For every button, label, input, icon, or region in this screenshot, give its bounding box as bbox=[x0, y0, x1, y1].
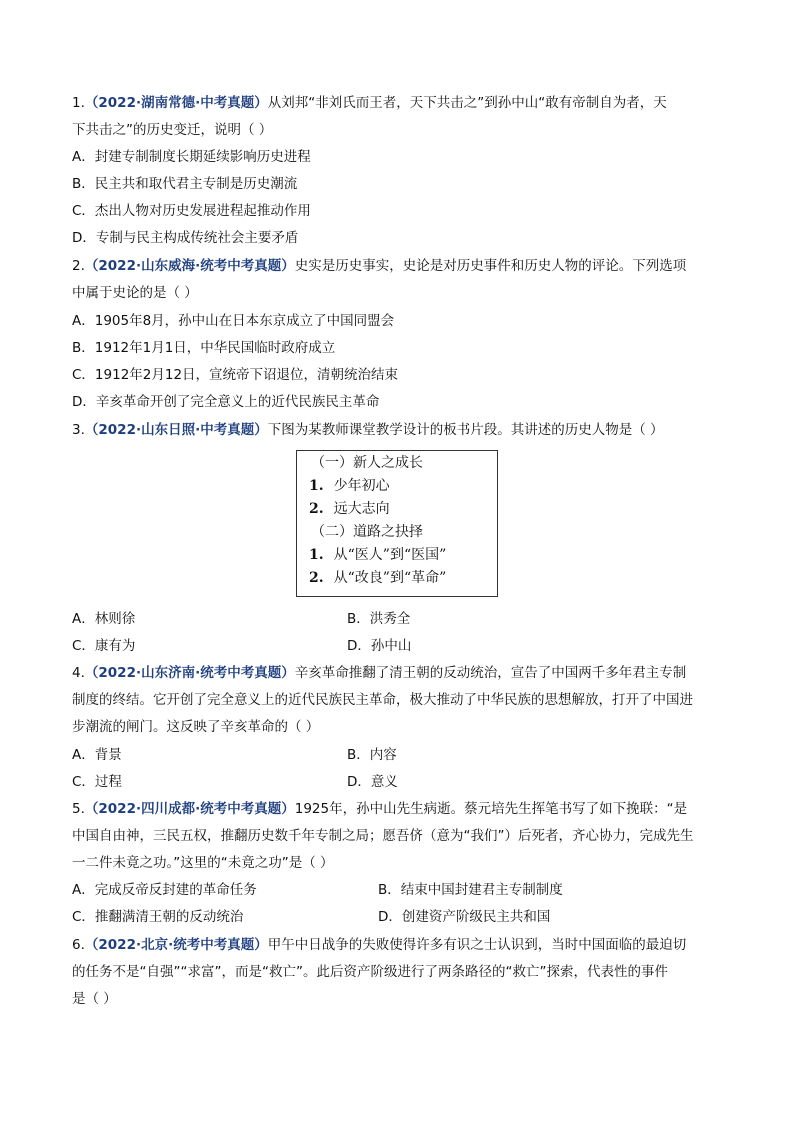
question-4-stem-line-2: 制度的终结。它开创了完全意义上的近代民族民主革命，极大推动了中华民族的思想解放，打开了中国进 bbox=[72, 692, 693, 708]
question-3-option-c[interactable]: C．康有为 bbox=[72, 638, 136, 654]
question-source: （2022·山东日照·中考真题） bbox=[84, 422, 268, 438]
question-5-stem-line-1 bbox=[72, 796, 732, 823]
question-source: （2022·山东威海·统考中考真题） bbox=[84, 258, 295, 274]
question-3-option-b[interactable]: B．洪秀全 bbox=[347, 611, 411, 627]
board-item-text: 从“医人”到“医国” bbox=[333, 547, 447, 563]
question-source: （2022·北京·统考中考真题） bbox=[84, 937, 268, 953]
question-4-stem-line-3: 步潮流的闸门。这反映了辛亥革命的（ ） bbox=[72, 719, 320, 735]
question-5-option-c[interactable]: C．推翻满清王朝的反动统治 bbox=[72, 909, 244, 925]
question-5-option-a[interactable]: A．完成反帝反封建的革命任务 bbox=[72, 882, 257, 898]
question-5-option-b[interactable]: B．结束中国封建君主专制制度 bbox=[378, 882, 563, 898]
question-2-option-c[interactable]: C．1912年2月12日，宣统帝下诏退位，清朝统治结束 bbox=[72, 367, 399, 383]
question-number: 2. bbox=[72, 258, 85, 274]
board-item-text: 从“改良”到“革命” bbox=[333, 570, 447, 586]
question-1-stem-line-1 bbox=[72, 90, 732, 117]
question-1-option-c[interactable]: C．杰出人物对历史发展进程起推动作用 bbox=[72, 203, 311, 219]
question-3-option-d[interactable]: D．孙中山 bbox=[347, 638, 412, 654]
question-4-stem-line-1 bbox=[72, 660, 732, 687]
question-1-option-d[interactable]: D．专制与民主构成传统社会主要矛盾 bbox=[72, 230, 299, 246]
question-number: 1. bbox=[72, 95, 85, 111]
board-item bbox=[309, 544, 446, 566]
question-text: 辛亥革命推翻了清王朝的反动统治，宣告了中国两千多年君主专制 bbox=[294, 665, 687, 681]
question-4-option-d[interactable]: D．意义 bbox=[347, 774, 398, 790]
board-item bbox=[309, 498, 390, 520]
question-2-option-a[interactable]: A．1905年8月，孙中山在日本东京成立了中国同盟会 bbox=[72, 313, 395, 329]
question-text: 史实是历史事实，史论是对历史事件和历史人物的评论。下列选项 bbox=[294, 258, 687, 274]
question-2-option-b[interactable]: B．1912年1月1日，中华民国临时政府成立 bbox=[72, 340, 336, 356]
board-item-text: 少年初心 bbox=[333, 478, 390, 494]
question-number: 4. bbox=[72, 665, 85, 681]
question-2-stem-line-2: 中属于史论的是（ ） bbox=[72, 285, 198, 301]
question-6-stem-line-3: 是（ ） bbox=[72, 991, 117, 1007]
question-5-stem-line-3: 一二件未竟之功。”这里的“未竟之功”是（ ） bbox=[72, 855, 334, 871]
question-1-stem-line-2: 下共击之”的历史变迁，说明（ ） bbox=[72, 122, 273, 138]
board-heading-2: （二）道路之抉择 bbox=[311, 524, 423, 540]
question-text: 甲午中日战争的失败使得许多有识之士认识到，当时中国面临的最迫切 bbox=[267, 937, 687, 953]
question-6-stem-line-2: 的任务不是“自强”“求富”，而是“救亡”。此后资产阶级进行了两条路径的“救亡”探索，代表性的事件 bbox=[72, 964, 668, 980]
question-source: （2022·四川成都·统考中考真题） bbox=[84, 801, 295, 817]
question-4-option-c[interactable]: C．过程 bbox=[72, 774, 122, 790]
board-item-number: 2. bbox=[309, 501, 324, 517]
question-3-stem-line-1 bbox=[72, 417, 732, 444]
board-heading-1: （一）新人之成长 bbox=[311, 455, 423, 471]
board-item-number: 1. bbox=[309, 478, 324, 494]
board-item-number: 1. bbox=[309, 547, 324, 563]
blackboard-figure bbox=[296, 450, 498, 597]
question-1-option-a[interactable]: A．封建专制制度长期延续影响历史进程 bbox=[72, 149, 311, 165]
question-4-option-a[interactable]: A．背景 bbox=[72, 747, 122, 763]
board-item bbox=[309, 475, 390, 497]
question-number: 5. bbox=[72, 801, 85, 817]
question-5-stem-line-2: 中国自由神，三民五权，推翻历史数千年专制之局；愿吾侪（意为“我们”）后死者，齐心协力，完成先生 bbox=[72, 828, 694, 844]
question-text: 1925年，孙中山先生病逝。蔡元培先生挥笔书写了如下挽联：“是 bbox=[294, 801, 688, 817]
question-5-option-d[interactable]: D．创建资产阶级民主共和国 bbox=[378, 909, 551, 925]
question-number: 3. bbox=[72, 422, 85, 438]
question-source: （2022·山东济南·统考中考真题） bbox=[84, 665, 295, 681]
question-6-stem-line-1 bbox=[72, 932, 732, 959]
question-4-option-b[interactable]: B．内容 bbox=[347, 747, 397, 763]
question-2-stem-line-1 bbox=[72, 253, 732, 280]
question-text: 从刘邦“非刘氏而王者，天下共击之”到孙中山“敢有帝制自为者，天 bbox=[267, 95, 667, 111]
question-2-option-d[interactable]: D．辛亥革命开创了完全意义上的近代民族民主革命 bbox=[72, 394, 380, 410]
board-item bbox=[309, 567, 446, 589]
question-source: （2022·湖南常德·中考真题） bbox=[84, 95, 268, 111]
question-number: 6. bbox=[72, 937, 85, 953]
question-text: 下图为某教师课堂教学设计的板书片段。其讲述的历史人物是（ ） bbox=[267, 422, 664, 438]
board-item-text: 远大志向 bbox=[333, 501, 390, 517]
board-item-number: 2. bbox=[309, 570, 324, 586]
question-1-option-b[interactable]: B．民主共和取代君主专制是历史潮流 bbox=[72, 176, 298, 192]
question-3-option-a[interactable]: A．林则徐 bbox=[72, 611, 136, 627]
